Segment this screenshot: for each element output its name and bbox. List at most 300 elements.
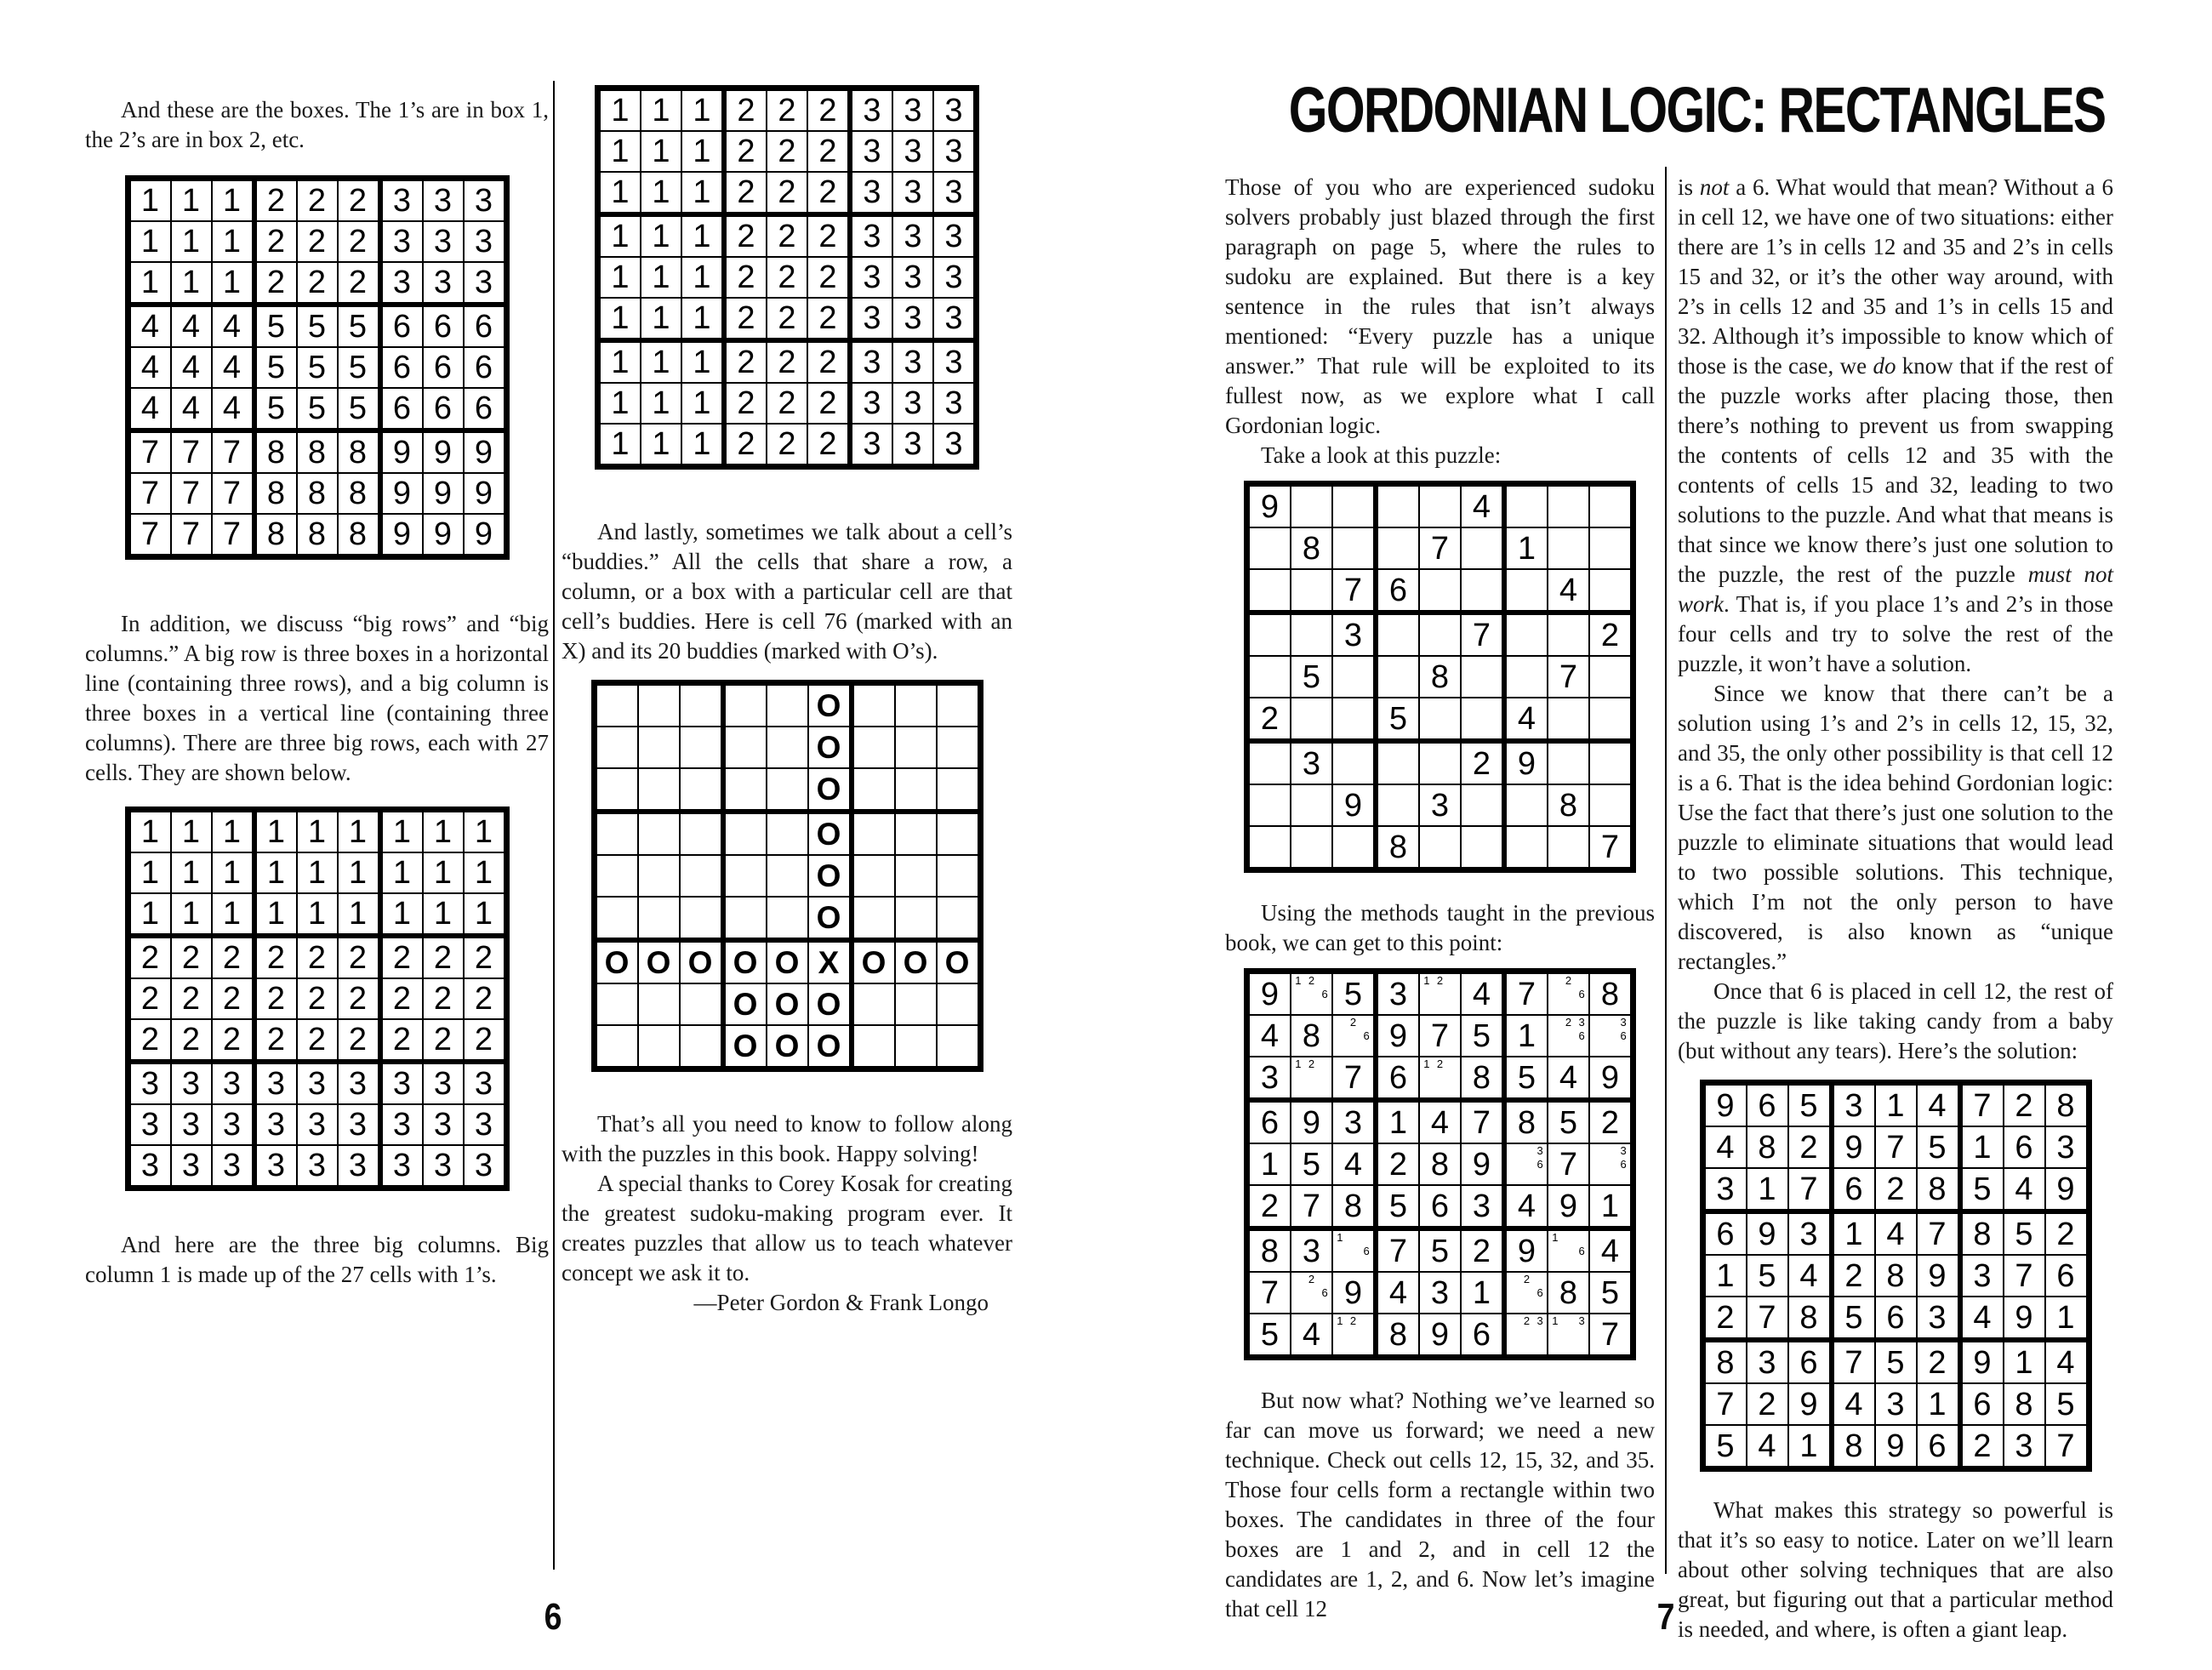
grid-cell: 6 (1747, 1083, 1788, 1127)
page7-column-divider (1665, 167, 1667, 1574)
grid-cell: O (767, 940, 808, 983)
grid-table (591, 680, 983, 1072)
grid-cell: 2 (423, 978, 464, 1019)
grid-cell: 2 (338, 936, 380, 978)
grid-cell: 6 (1461, 1314, 1504, 1358)
grid-cell: 1 (254, 810, 297, 853)
grid-cell: 1 (171, 221, 212, 262)
grid-cell (1419, 1057, 1461, 1100)
grid-cell: 2 (464, 1019, 507, 1062)
grid-cell (1291, 1272, 1332, 1314)
grid-cell: 5 (1291, 656, 1332, 698)
grid-cell (1504, 613, 1548, 656)
grid-cell: 2 (767, 298, 807, 340)
grid-cell: 2 (724, 88, 767, 132)
candidates-grid (1225, 968, 1655, 1360)
grid-cell (723, 683, 767, 727)
grid-cell: 2 (1247, 1185, 1291, 1228)
grid-cell: 5 (338, 305, 380, 347)
grid-cell: 4 (1461, 972, 1504, 1016)
grid-cell: 9 (1247, 484, 1291, 528)
grid-cell (937, 812, 981, 855)
grid-cell: 1 (380, 893, 423, 936)
grid-cell (937, 855, 981, 897)
grid-cell (1461, 826, 1504, 870)
page7-number: 7 (1656, 1596, 1675, 1638)
grid-cell (895, 683, 937, 727)
page6-column-divider (553, 81, 555, 1570)
grid-cell: 7 (128, 430, 171, 473)
grid-cell (680, 897, 723, 940)
grid-cell: 1 (1788, 1425, 1832, 1469)
grid-cell: 5 (1461, 1015, 1504, 1057)
grid-cell: O (808, 855, 852, 897)
grid-cell: 7 (1548, 1143, 1589, 1185)
grid-table (1244, 481, 1636, 873)
grid-cell: 3 (933, 172, 977, 214)
grid-cell: 9 (464, 473, 507, 514)
grid-cell: 9 (1419, 1314, 1461, 1358)
grid-cell: 3 (1747, 1340, 1788, 1383)
grid-cell (1548, 484, 1589, 528)
grid-cell (852, 812, 895, 855)
grid-cell: 6 (423, 388, 464, 430)
grid-cell: 2 (128, 978, 171, 1019)
grid-cell: 3 (380, 1062, 423, 1104)
grid-cell: 6 (380, 305, 423, 347)
candidate-marks: 2 6 (1308, 1273, 1328, 1299)
grid-cell: 3 (933, 88, 977, 132)
grid-cell: 3 (850, 257, 892, 298)
grid-cell (1291, 826, 1332, 870)
grid-cell: 1 (641, 383, 681, 424)
grid-cell: 3 (1832, 1083, 1875, 1127)
grid-cell (937, 683, 981, 727)
grid-cell: 9 (1917, 1255, 1960, 1297)
grid-cell: 9 (1376, 1015, 1419, 1057)
grid-cell: 9 (1747, 1211, 1788, 1255)
grid-cell: 3 (338, 1104, 380, 1145)
grid-cell: 2 (807, 88, 850, 132)
grid-cell (1332, 1228, 1376, 1272)
but-now-what-text: But now what? Nothing we’ve learned so far can move us forward; we need a new technique. Check out cells 12, 15, 32, and 35. Those four cells form a rectangle within two boxes. The candidates in three of the four boxes are 1 and 2, and in cell 12 the candidates are 1, 2, and 6. Now let’s imagine that cell 12 (1225, 1388, 1655, 1622)
grid-cell: 1 (464, 810, 507, 853)
grid-cell: 3 (850, 298, 892, 340)
grid-cell: 7 (1548, 656, 1589, 698)
candidate-marks: 2 6 (1523, 1273, 1543, 1299)
grid-cell: 4 (1461, 484, 1504, 528)
grid-cell: 9 (1291, 1100, 1332, 1143)
grid-cell (638, 768, 680, 812)
grid-cell: 7 (2045, 1425, 2089, 1469)
grid-cell: 9 (423, 473, 464, 514)
grid-cell: 8 (1419, 656, 1461, 698)
big-columns-grid (562, 85, 1012, 470)
grid-cell (852, 983, 895, 1025)
grid-cell: 3 (850, 214, 892, 257)
grid-cell: 1 (128, 262, 171, 305)
grid-cell: 2 (807, 131, 850, 172)
grid-cell: 9 (1461, 1143, 1504, 1185)
grid-cell: 8 (1702, 1340, 1747, 1383)
grid-cell: 3 (297, 1062, 338, 1104)
candidate-marks: 2 6 (1565, 974, 1585, 1000)
grid-cell (638, 983, 680, 1025)
grid-cell: 7 (212, 514, 254, 557)
grid-cell: 9 (380, 430, 423, 473)
grid-cell: 5 (1788, 1083, 1832, 1127)
grid-cell: 9 (464, 514, 507, 557)
grid-cell: 1 (297, 893, 338, 936)
grid-cell (1332, 826, 1376, 870)
grid-cell: 4 (1702, 1126, 1747, 1168)
grid-cell: 3 (1332, 1100, 1376, 1143)
grid-cell (723, 897, 767, 940)
grid-cell: 4 (1832, 1383, 1875, 1425)
grid-cell (1461, 656, 1504, 698)
grid-cell: 7 (171, 514, 212, 557)
grid-cell: 6 (380, 388, 423, 430)
grid-cell (1247, 741, 1291, 784)
grid-cell: 1 (598, 172, 641, 214)
grid-cell: O (723, 983, 767, 1025)
grid-cell (1332, 484, 1376, 528)
grid-cell: 7 (1376, 1228, 1419, 1272)
grid-cell: O (723, 1025, 767, 1069)
grid-cell (1376, 484, 1419, 528)
grid-cell: 5 (1376, 1185, 1419, 1228)
grid-cell: 3 (2045, 1126, 2089, 1168)
grid-cell (1589, 741, 1633, 784)
grid-cell: 2 (338, 262, 380, 305)
grid-cell: 1 (641, 131, 681, 172)
grid-cell (852, 897, 895, 940)
buddies-text: And lastly, sometimes we talk about a cell’s “buddies.” All the cells that share a row, a column, or a box with a particular cell are that cell’s buddies. Here is cell 76 (marked with an X) and its 20 buddies (marked with O’s). (562, 519, 1012, 664)
grid-cell: 1 (2045, 1297, 2089, 1340)
grid-cell: 1 (598, 340, 641, 383)
grid-cell (1291, 569, 1332, 613)
grid-cell: 2 (807, 383, 850, 424)
grid-cell: 2 (1702, 1297, 1747, 1340)
grid-cell: 9 (2004, 1297, 2045, 1340)
grid-cell (1247, 826, 1291, 870)
grid-cell (1548, 741, 1589, 784)
grid-cell: 2 (1832, 1255, 1875, 1297)
grid-cell: 6 (2045, 1255, 2089, 1297)
grid-cell: 7 (1832, 1340, 1875, 1383)
grid-cell: 9 (380, 514, 423, 557)
grid-cell (594, 1025, 638, 1069)
take-a-look-text: Take a look at this puzzle: (1261, 442, 1502, 468)
grid-cell (1247, 527, 1291, 569)
grid-cell: 1 (1875, 1083, 1917, 1127)
grid-cell (1291, 972, 1332, 1016)
grid-cell: O (767, 983, 808, 1025)
grid-cell: 1 (338, 893, 380, 936)
grid-cell (680, 683, 723, 727)
grid-cell: 1 (681, 257, 724, 298)
grid-cell: 1 (681, 88, 724, 132)
grid-cell: 8 (1917, 1168, 1960, 1211)
grid-cell (1247, 613, 1291, 656)
candidate-marks: 2 6 (1349, 1016, 1370, 1042)
grid-cell: 3 (892, 383, 933, 424)
grid-cell (594, 897, 638, 940)
grid-cell: 4 (1875, 1211, 1917, 1255)
grid-cell: 1 (128, 179, 171, 222)
grid-cell: 5 (254, 388, 297, 430)
grid-cell: 3 (1247, 1057, 1291, 1100)
grid-cell: 1 (212, 893, 254, 936)
grid-cell (1504, 569, 1548, 613)
grid-cell (723, 768, 767, 812)
grid-cell: 3 (464, 1062, 507, 1104)
grid-cell: 3 (1875, 1383, 1917, 1425)
grid-cell (1461, 698, 1504, 741)
grid-cell: 2 (767, 424, 807, 467)
grid-cell: 9 (1589, 1057, 1633, 1100)
grid-cell: 5 (1376, 698, 1419, 741)
once-placed-text: Once that 6 is placed in cell 12, the rest of the puzzle is like taking candy from a baby (but without any tears). Here’s the solution: (1678, 978, 2113, 1063)
grid-cell: 1 (598, 214, 641, 257)
grid-cell: 5 (254, 347, 297, 388)
grid-cell: 3 (297, 1145, 338, 1188)
grid-cell: 3 (128, 1145, 171, 1188)
grid-cell: 1 (128, 221, 171, 262)
grid-cell (1291, 698, 1332, 741)
grid-cell (895, 768, 937, 812)
grid-cell: 3 (933, 131, 977, 172)
grid-cell: 9 (2045, 1168, 2089, 1211)
grid-cell (852, 683, 895, 727)
grid-cell: 9 (1332, 784, 1376, 826)
closing-text: That’s all you need to know to follow along with the puzzles in this book. Happy solving! (562, 1111, 1012, 1166)
grid-cell: 3 (380, 179, 423, 222)
grid-cell: 2 (297, 978, 338, 1019)
grid-cell: 2 (1788, 1126, 1832, 1168)
buddies-grid (562, 680, 1012, 1072)
grid-cell: 7 (1332, 1057, 1376, 1100)
grid-cell: 3 (128, 1104, 171, 1145)
grid-cell: 2 (338, 179, 380, 222)
grid-cell: 4 (128, 305, 171, 347)
grid-cell: 7 (1247, 1272, 1291, 1314)
grid-cell (1291, 484, 1332, 528)
grid-cell: 8 (1376, 1314, 1419, 1358)
grid-cell: 1 (380, 852, 423, 893)
grid-cell: 9 (1504, 741, 1548, 784)
grid-cell (1548, 527, 1589, 569)
grid-cell: 2 (464, 936, 507, 978)
grid-cell: 3 (423, 1104, 464, 1145)
grid-cell: 3 (464, 179, 507, 222)
grid-cell: 3 (1376, 972, 1419, 1016)
grid-cell: 5 (1332, 972, 1376, 1016)
grid-cell: 3 (850, 383, 892, 424)
grid-cell: 1 (598, 424, 641, 467)
grid-cell: 2 (254, 221, 297, 262)
grid-cell (895, 897, 937, 940)
page7-column-2 (1678, 173, 2113, 1644)
grid-cell: 7 (1419, 1015, 1461, 1057)
grid-cell: 1 (681, 383, 724, 424)
grid-cell (1332, 1314, 1376, 1358)
candidate-marks: 3 6 (1620, 1016, 1627, 1042)
grid-cell: 2 (128, 936, 171, 978)
grid-cell: 3 (933, 257, 977, 298)
grid-cell: 1 (1917, 1383, 1960, 1425)
grid-cell: 5 (1291, 1143, 1332, 1185)
grid-cell: 3 (2004, 1425, 2045, 1469)
grid-cell (1589, 527, 1633, 569)
grid-cell: 6 (464, 388, 507, 430)
grid-cell: 1 (681, 172, 724, 214)
grid-cell (680, 855, 723, 897)
grid-cell: 6 (1376, 1057, 1419, 1100)
grid-cell: O (808, 1025, 852, 1069)
grid-cell: 2 (297, 179, 338, 222)
candidate-marks: 2 3 (1523, 1314, 1543, 1328)
grid-cell: 3 (933, 424, 977, 467)
grid-cell (1548, 1228, 1589, 1272)
grid-cell: 4 (1504, 698, 1548, 741)
grid-cell: 5 (1589, 1272, 1633, 1314)
grid-cell (1332, 527, 1376, 569)
grid-cell: 2 (212, 978, 254, 1019)
grid-cell: 3 (850, 88, 892, 132)
grid-cell: 1 (171, 893, 212, 936)
grid-cell (895, 1025, 937, 1069)
grid-cell (594, 812, 638, 855)
grid-cell: O (680, 940, 723, 983)
grid-cell: 1 (171, 262, 212, 305)
signature: —Peter Gordon & Frank Longo (693, 1290, 989, 1315)
grid-cell: 3 (892, 214, 933, 257)
grid-cell: 3 (933, 340, 977, 383)
grid-cell: 2 (338, 978, 380, 1019)
grid-cell (767, 897, 808, 940)
grid-cell: 8 (254, 514, 297, 557)
grid-cell: 7 (1332, 569, 1376, 613)
grid-cell (1504, 784, 1548, 826)
grid-cell: 8 (1548, 784, 1589, 826)
grid-cell: 1 (297, 852, 338, 893)
grid-cell: 1 (171, 179, 212, 222)
grid-cell (767, 683, 808, 727)
grid-cell: 6 (2004, 1126, 2045, 1168)
grid-cell: 9 (1960, 1340, 2004, 1383)
grid-cell: 1 (598, 383, 641, 424)
grid-cell (1461, 784, 1504, 826)
grid-cell: 8 (1960, 1211, 2004, 1255)
grid-cell: 2 (724, 172, 767, 214)
grid-cell: 6 (1788, 1340, 1832, 1383)
grid-cell: 8 (1747, 1126, 1788, 1168)
grid-cell: 5 (1247, 1314, 1291, 1358)
grid-cell: 3 (892, 88, 933, 132)
grid-cell: 3 (254, 1145, 297, 1188)
grid-cell: 2 (807, 257, 850, 298)
grid-cell: 1 (1960, 1126, 2004, 1168)
grid-cell (1332, 1015, 1376, 1057)
grid-cell: 8 (1332, 1185, 1376, 1228)
grid-cell: 1 (212, 810, 254, 853)
grid-cell: O (808, 727, 852, 768)
grid-cell: 4 (1917, 1083, 1960, 1127)
grid-cell (1589, 656, 1633, 698)
grid-cell: 2 (380, 936, 423, 978)
grid-cell: 3 (254, 1104, 297, 1145)
since-we-know-text: Since we know that there can’t be a solution using 1’s and 2’s in cells 12, 15, 32, and 35, the only other possibility is that cell 12 is a 6. That is the idea behind Gordonian logic: Use the fact that there’s just one solution to the puzzle to eliminate situations that would lead to two possible solutions. This technique, which I’m not the only person to have discovered, is also known as “unique rectangles.” (1678, 681, 2113, 974)
grid-cell: 7 (128, 514, 171, 557)
grid-cell: 1 (171, 810, 212, 853)
grid-cell: 2 (128, 1019, 171, 1062)
page6-column-1 (85, 95, 549, 1290)
grid-cell: 1 (1589, 1185, 1633, 1228)
solution-grid (1678, 1080, 2113, 1472)
grid-cell: 6 (464, 305, 507, 347)
grid-cell: 2 (2045, 1211, 2089, 1255)
grid-cell (767, 727, 808, 768)
grid-cell: 8 (1875, 1255, 1917, 1297)
grid-table (595, 85, 979, 470)
grid-cell: 3 (850, 131, 892, 172)
grid-cell (680, 983, 723, 1025)
candidate-marks: 1 2 (1295, 1057, 1315, 1071)
grid-cell: 3 (212, 1062, 254, 1104)
grid-cell: 6 (1832, 1168, 1875, 1211)
grid-cell (937, 1025, 981, 1069)
grid-cell: 7 (1589, 1314, 1633, 1358)
using-methods-text: Using the methods taught in the previous book, we can get to this point: (1225, 900, 1655, 955)
grid-cell (680, 768, 723, 812)
grid-cell (1247, 656, 1291, 698)
grid-cell: 5 (338, 347, 380, 388)
grid-cell (1589, 1015, 1633, 1057)
grid-cell: 8 (254, 430, 297, 473)
grid-cell: 1 (681, 214, 724, 257)
grid-cell: 3 (338, 1062, 380, 1104)
grid-cell: 8 (338, 430, 380, 473)
grid-cell: 1 (212, 852, 254, 893)
grid-cell (1291, 613, 1332, 656)
grid-cell: 1 (2004, 1340, 2045, 1383)
big-columns-text: And here are the three big columns. Big column 1 is made up of the 27 cells with 1’s. (85, 1232, 549, 1287)
grid-table (1700, 1080, 2092, 1472)
grid-cell: 5 (297, 347, 338, 388)
grid-cell: 1 (338, 810, 380, 853)
grid-cell (638, 897, 680, 940)
grid-cell: 3 (380, 262, 423, 305)
grid-cell: 1 (423, 893, 464, 936)
grid-cell: 3 (423, 179, 464, 222)
grid-cell (1291, 784, 1332, 826)
grid-cell: 4 (128, 347, 171, 388)
grid-cell: 3 (171, 1062, 212, 1104)
grid-cell: 2 (423, 1019, 464, 1062)
grid-cell (1332, 698, 1376, 741)
grid-cell: 3 (1461, 1185, 1504, 1228)
grid-cell: 7 (1960, 1083, 2004, 1127)
grid-cell: 7 (2004, 1255, 2045, 1297)
grid-cell: 1 (1747, 1168, 1788, 1211)
grid-cell: 8 (2004, 1383, 2045, 1425)
grid-cell: 6 (1960, 1383, 2004, 1425)
grid-cell (1548, 826, 1589, 870)
grid-cell: 9 (1788, 1383, 1832, 1425)
grid-cell: 6 (1376, 569, 1419, 613)
grid-cell: 2 (1589, 1100, 1633, 1143)
